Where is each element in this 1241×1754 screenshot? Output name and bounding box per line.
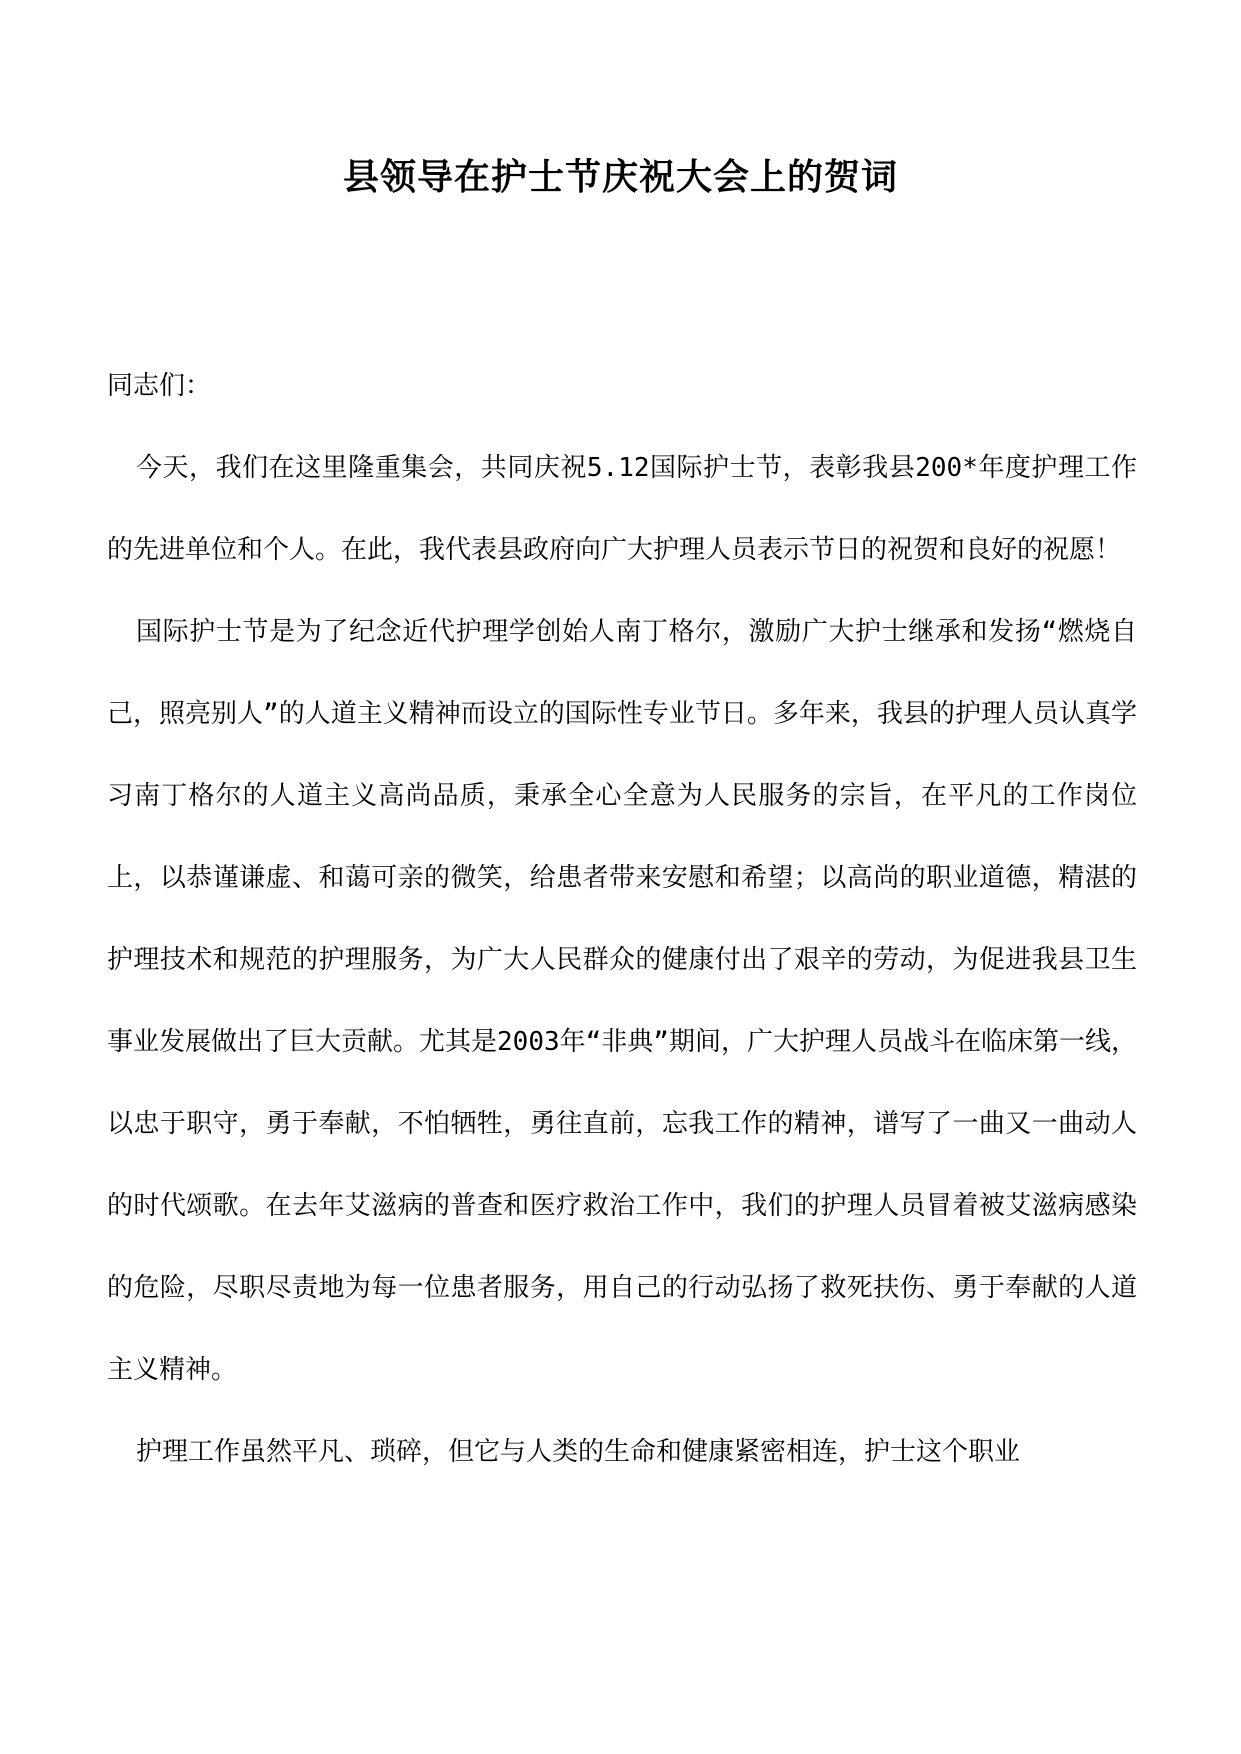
document-body [107, 345, 1137, 1493]
paragraph-2: 国际护士节是为了纪念近代护理学创始人南丁格尔，激励广大护士继承和发扬“燃烧自己，照亮别人”的人道主义精神而设立的国际性专业节日。多年来，我县的护理人员认真学习南丁格尔的人道主义高尚品质，秉承全心全意为人民服务的宗旨，在平凡的工作岗位上，以恭谨谦虚、和蔼可亲的微笑，给患者带来安慰和希望；以高尚的职业道德，精湛的护理技术和规范的护理服务，为广大人民群众的健康付出了艰辛的劳动，为促进我县卫生事业发展做出了巨大贡献。尤其是2003年“非典”期间，广大护理人员战斗在临床第一线，以忠于职守，勇于奉献，不怕牺牲，勇往直前，忘我工作的精神，谱写了一曲又一曲动人的时代颂歌。在去年艾滋病的普查和医疗救治工作中，我们的护理人员冒着被艾滋病感染的危险，尽职尽责地为每一位患者服务，用自己的行动弘扬了救死扶伤、勇于奉献的人道主义精神。 [107, 617, 1137, 1385]
paragraph-1: 今天，我们在这里隆重集会，共同庆祝5.12国际护士节，表彰我县200*年度护理工作的先进单位和个人。在此，我代表县政府向广大护理人员表示节日的祝贺和良好的祝愿！ [107, 453, 1137, 565]
salutation: 同志们： [107, 371, 212, 401]
paragraph-3: 护理工作虽然平凡、琐碎，但它与人类的生命和健康紧密相连，护士这个职业 [136, 1437, 1021, 1467]
document-title: 县领导在护士节庆祝大会上的贺词 [342, 156, 898, 198]
